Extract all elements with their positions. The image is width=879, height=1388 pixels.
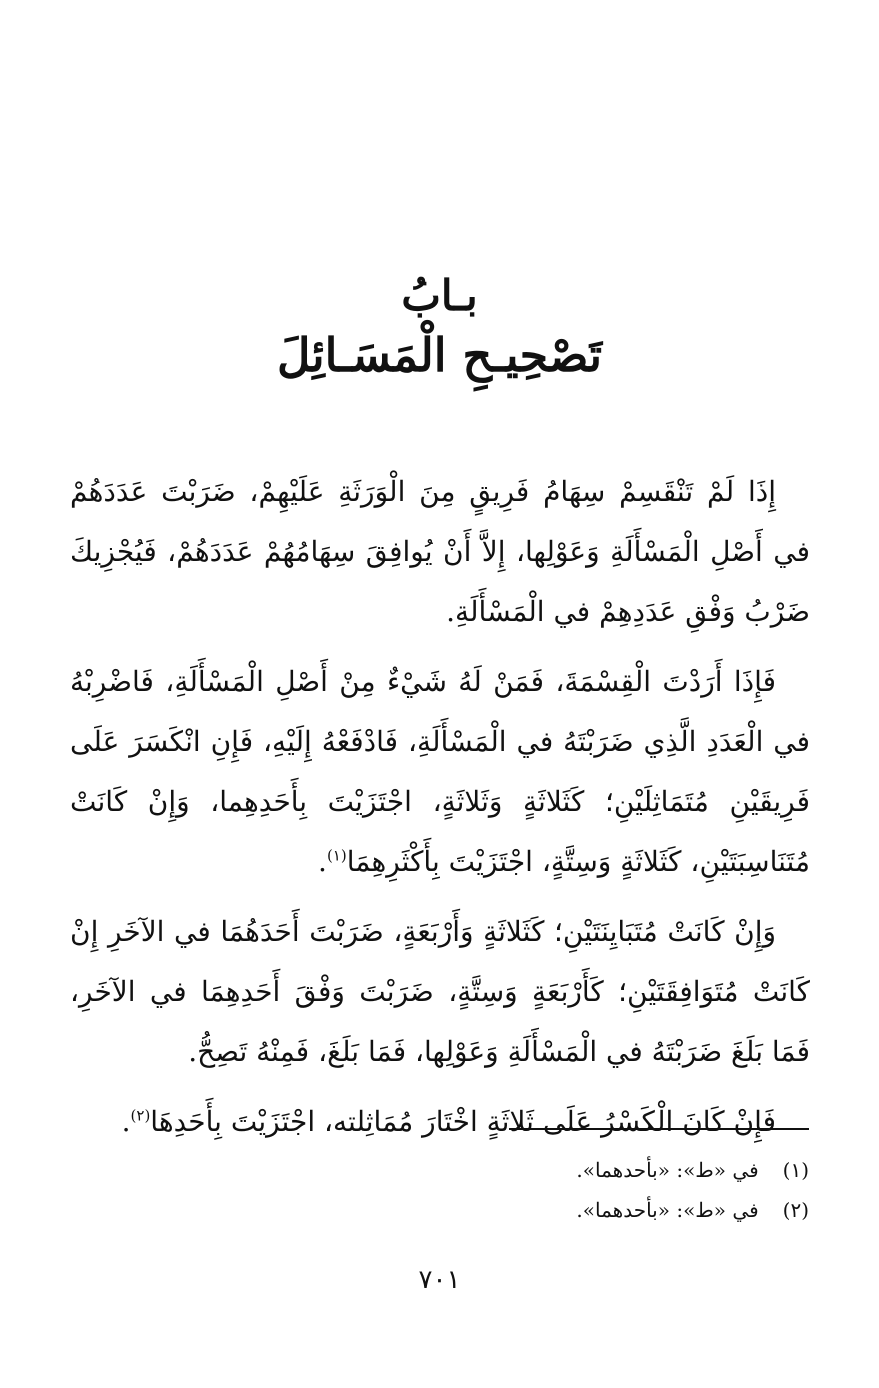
paragraph-1 <box>70 462 810 642</box>
footnote-2 <box>309 1190 809 1230</box>
paragraph-text: إِذَا لَمْ تَنْقَسِمْ سِهَامُ فَرِيقٍ مِنَ الْوَرَثَةِ عَلَيْهِمْ، ضَرَبْتَ عَدَدَهُمْ في أَصْلِ الْمَسْأَلَةِ وَعَوْلِها، إِلاَّ أَنْ يُوافِقَ سِهَامُهُمْ عَدَدَهُمْ، فَيُجْزِيكَ ضَرْبُ وَفْقِ عَدَدِهِمْ في الْمَسْأَلَةِ. <box>70 475 810 628</box>
paragraph-2 <box>70 652 810 892</box>
paragraph-text: وَإِنْ كَانَتْ مُتَبَايِنَتَيْنِ؛ كَثَلاثَةٍ وَأَرْبَعَةٍ، ضَرَبْتَ أَحَدَهُمَا في الآخَرِ إِنْ كَانَتْ مُتَوَافِقَتَيْنِ؛ كَأَرْبَعَةٍ وَسِتَّةٍ، ضَرَبْتَ وَفْقَ أَحَدِهِمَا في الآخَرِ، فَمَا بَلَغَ ضَرَبْتَهُ في الْمَسْأَلَةِ وَعَوْلِها، فَمَا بَلَغَ، فَمِنْهُ تَصِحُّ. <box>70 915 810 1068</box>
footnote-text: في «ط»: «بأحدهما». <box>576 1158 759 1182</box>
paragraph-3 <box>70 902 810 1082</box>
footnote-number: (٢) <box>782 1198 809 1222</box>
paragraph-tail: . <box>318 845 327 878</box>
footnote-ref-1: (١) <box>326 846 347 865</box>
paragraph-tail: . <box>121 1105 131 1138</box>
footnote-ref-2: (٢) <box>130 1106 151 1125</box>
chapter-heading <box>0 268 879 386</box>
paragraph-text: فَإِذَا أَرَدْتَ الْقِسْمَةَ، فَمَنْ لَهُ شَيْءٌ مِنْ أَصْلِ الْمَسْأَلَةِ، فَاضْرِبْهُ في الْعَدَدِ الَّذِي ضَرَبْتَهُ في الْمَسْأَلَةِ، فَادْفَعْهُ إِلَيْهِ، فَإِنِ انْكَسَرَ عَلَى فَرِيقَيْنِ مُتَمَاثِلَيْنِ؛ كَثَلاثَةٍ وَثَلاثَةٍ، اجْتَزَيْتَ بِأَحَدِهِما، وَإِنْ كَانَتْ مُتَنَاسِبَتَيْنِ، كَثَلاثَةٍ وَسِتَّةٍ، اجْتَزَيْتَ بِأَكْثَرِهِمَا <box>70 665 810 878</box>
footnote-divider <box>509 1128 809 1130</box>
chapter-label: بـابُ <box>401 271 478 320</box>
paragraph-4 <box>70 1092 810 1152</box>
footnotes <box>309 1150 809 1230</box>
paragraph-text: فَإِنْ كَانَ الْكَسْرُ عَلَى ثَلاثَةٍ اخْتَارَ مُمَاثِلته، اجْتَزَيْتَ بِأَحَدِهَا <box>150 1105 776 1138</box>
main-text <box>70 462 810 1162</box>
footnote-1 <box>309 1150 809 1190</box>
chapter-title: تَصْحِيـحِ الْمَسَـائِلَ <box>276 328 602 382</box>
footnote-number: (١) <box>782 1158 809 1182</box>
page-number: ٧٠١ <box>418 1265 461 1295</box>
footnote-text: في «ط»: «بأحدهما». <box>576 1198 759 1222</box>
